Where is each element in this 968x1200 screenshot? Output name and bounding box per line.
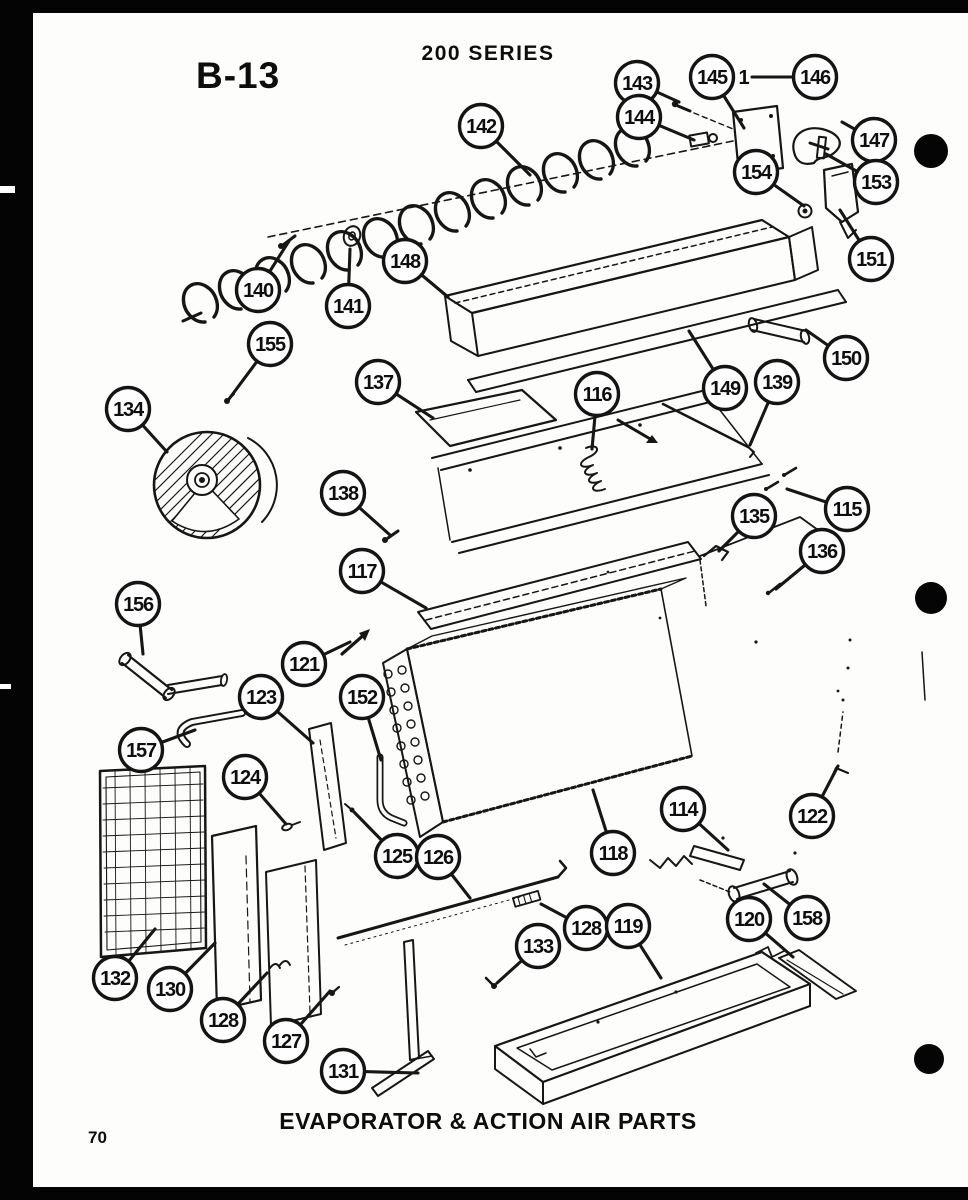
svg-text:130: 130 <box>155 979 185 1002</box>
part-callout-152 <box>341 676 384 719</box>
svg-text:132: 132 <box>100 968 130 991</box>
svg-text:126: 126 <box>423 847 453 870</box>
part-callout-149 <box>704 367 747 410</box>
part-callout-132 <box>94 957 137 1000</box>
mount-bracket-drawing <box>650 846 744 892</box>
part-callout-140 <box>237 269 280 312</box>
svg-text:149: 149 <box>710 378 740 401</box>
part-callout-135 <box>733 495 776 538</box>
coil-tube-ends <box>384 666 429 804</box>
part-callout-157 <box>120 729 163 772</box>
registration-dot <box>914 1044 944 1074</box>
scan-border-bottom <box>28 1187 968 1200</box>
part-callout-119 <box>607 905 650 948</box>
svg-text:153: 153 <box>861 172 891 195</box>
coil-top-panel-drawing <box>418 542 701 629</box>
part-callout-124 <box>224 756 267 799</box>
svg-text:120: 120 <box>734 909 764 932</box>
part-callout-142 <box>460 105 503 148</box>
part-callout-137 <box>357 361 400 404</box>
registration-dot <box>914 134 948 168</box>
svg-text:116: 116 <box>582 384 612 407</box>
spring-clip-drawing <box>513 891 540 907</box>
svg-text:137: 137 <box>363 372 393 395</box>
part-callout-127 <box>265 1020 308 1063</box>
evaporator-coil-drawing <box>383 578 692 837</box>
svg-text:157: 157 <box>126 740 156 763</box>
svg-text:140: 140 <box>243 280 273 303</box>
rod-drawing <box>663 404 748 447</box>
svg-text:125: 125 <box>382 846 412 869</box>
part-callout-133 <box>517 925 560 968</box>
svg-text:122: 122 <box>797 806 827 829</box>
part-callout-123 <box>240 676 283 719</box>
part-callout-115 <box>826 488 869 531</box>
part-callout-136 <box>801 530 844 573</box>
part-callout-148 <box>384 240 427 283</box>
svg-text:147: 147 <box>859 130 889 153</box>
part-callout-131 <box>322 1050 365 1093</box>
svg-text:139: 139 <box>762 372 792 395</box>
filter-mesh-drawing <box>100 766 206 957</box>
part-callout-139 <box>756 361 799 404</box>
svg-text:155: 155 <box>255 334 285 357</box>
svg-text:135: 135 <box>739 506 769 529</box>
part-callout-122 <box>791 795 834 838</box>
svg-text:144: 144 <box>624 107 654 130</box>
part-callout-144 <box>618 96 661 139</box>
svg-text:156: 156 <box>123 594 153 617</box>
svg-text:143: 143 <box>622 73 652 96</box>
part-callout-125 <box>376 835 419 878</box>
exploded-view-artwork <box>100 101 925 1104</box>
diagram-text-marks <box>738 67 749 89</box>
roller-drawing <box>727 868 800 903</box>
channel-tray-drawing <box>445 220 818 356</box>
spring-drawing <box>581 446 605 490</box>
part-callout-128 <box>202 999 245 1042</box>
svg-text:115: 115 <box>832 499 862 522</box>
part-callout-138 <box>322 472 365 515</box>
part-callout-153 <box>855 161 898 204</box>
svg-text:121: 121 <box>289 654 319 677</box>
svg-text:131: 131 <box>328 1061 358 1084</box>
svg-text:136: 136 <box>807 541 837 564</box>
part-callout-158 <box>786 897 829 940</box>
part-callout-120 <box>728 898 771 941</box>
svg-text:134: 134 <box>113 399 143 422</box>
page-section-label: B-13 <box>196 55 281 96</box>
svg-text:123: 123 <box>246 687 276 710</box>
page-number: 70 <box>88 1128 107 1147</box>
text-mark: 1 <box>738 67 750 89</box>
registration-dot <box>915 582 947 614</box>
svg-text:146: 146 <box>800 67 830 90</box>
part-callout-121 <box>283 643 326 686</box>
part-callout-130 <box>149 968 192 1011</box>
part-callout-150 <box>825 337 868 380</box>
middle-chassis-drawing <box>416 390 836 606</box>
svg-text:128: 128 <box>571 918 601 941</box>
part-callout-114 <box>662 788 705 831</box>
svg-text:118: 118 <box>598 843 628 866</box>
svg-text:151: 151 <box>856 249 886 272</box>
fitting-122-drawing <box>828 639 925 787</box>
svg-text:119: 119 <box>613 916 643 939</box>
svg-text:154: 154 <box>741 162 771 185</box>
svg-text:124: 124 <box>230 767 260 790</box>
svg-text:152: 152 <box>347 687 377 710</box>
svg-text:127: 127 <box>271 1031 301 1054</box>
part-callout-126 <box>417 836 460 879</box>
part-callout-151 <box>850 238 893 281</box>
diagram-caption: EVAPORATOR & ACTION AIR PARTS <box>279 1108 697 1134</box>
svg-text:141: 141 <box>333 296 363 319</box>
svg-text:148: 148 <box>390 251 420 274</box>
part-callout-155 <box>249 323 292 366</box>
svg-text:128: 128 <box>208 1010 238 1033</box>
svg-text:145: 145 <box>697 67 727 90</box>
svg-text:142: 142 <box>466 116 496 139</box>
part-callout-145 <box>691 56 734 99</box>
part-callout-146 <box>794 56 837 99</box>
part-callout-117 <box>341 550 384 593</box>
svg-text:158: 158 <box>792 908 822 931</box>
svg-text:133: 133 <box>523 936 553 959</box>
svg-text:114: 114 <box>668 799 698 822</box>
svg-text:138: 138 <box>328 483 358 506</box>
part-callout-134 <box>107 388 150 431</box>
part-callout-128 <box>565 907 608 950</box>
scan-border-left <box>0 0 33 1200</box>
part-callout-147 <box>853 119 896 162</box>
part-callout-156 <box>117 583 160 626</box>
part-callout-116 <box>576 373 619 416</box>
scan-border-top <box>0 0 968 13</box>
svg-text:117: 117 <box>347 561 377 584</box>
part-callout-141 <box>327 285 370 328</box>
part-callout-154 <box>735 151 778 194</box>
series-title: 200 SERIES <box>421 42 555 65</box>
blower-wheel-drawing <box>154 432 277 538</box>
base-tray-drawing <box>495 639 925 1105</box>
part-callout-118 <box>592 832 635 875</box>
svg-text:150: 150 <box>831 348 861 371</box>
